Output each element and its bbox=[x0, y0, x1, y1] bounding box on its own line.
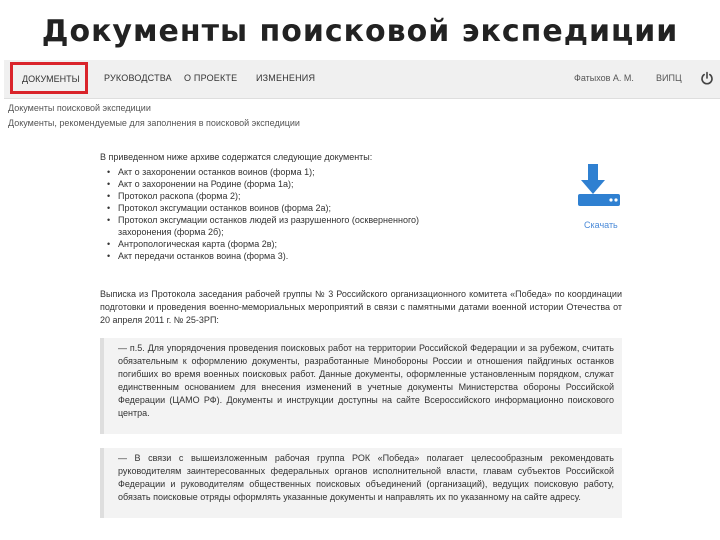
nav-item-documents-label: ДОКУМЕНТЫ bbox=[22, 74, 80, 84]
breadcrumb-current[interactable]: Документы, рекомендуемые для заполнения в поисковой экспедиции bbox=[8, 118, 300, 128]
slide-title: Документы поисковой экспедиции bbox=[41, 14, 679, 49]
list-item: • Акт о захоронении останков воинов (форма 1); bbox=[100, 166, 420, 178]
browser-screenshot bbox=[4, 60, 720, 524]
quote-block-1 bbox=[100, 338, 622, 434]
list-item: • Акт о захоронении на Родине (форма 1а); bbox=[100, 178, 420, 190]
breadcrumb-root[interactable]: Документы поисковой экспедиции bbox=[8, 103, 151, 113]
quote-block-2 bbox=[100, 448, 622, 518]
list-item: • Акт передачи останков воина (форма 3). bbox=[100, 250, 420, 262]
list-item: • Протокол раскопа (форма 2); bbox=[100, 190, 420, 202]
power-icon[interactable] bbox=[700, 71, 714, 85]
nav-item-guides[interactable]: РУКОВОДСТВА bbox=[104, 73, 172, 83]
nav-item-changes[interactable]: ИЗМЕНЕНИЯ bbox=[256, 73, 316, 83]
intro-text: В приведенном ниже архиве содержатся следующие документы: bbox=[100, 152, 373, 162]
nav-item-documents[interactable] bbox=[10, 62, 88, 94]
download-label[interactable]: Скачать bbox=[584, 220, 618, 230]
org-name[interactable]: ВИПЦ bbox=[656, 73, 682, 83]
user-name[interactable]: Фатыхов А. М. bbox=[574, 73, 634, 83]
quote-text-1: — п.5. Для упорядочения проведения поисковых работ на территории Российской Федерации и за рубежом, считать обязательным к оформлению документы, разработанные Минобороны России и отношения пайдгиных останков погибших во время военных поисковых работ. Данные документы, оформленные установленным порядком, служат единственным основанием для внесения изменений в учетные документы Министерства обороны Российской Федерации (ЦАМО РФ). Документы и инструкции доступны на сайте Всероссийского информационно поискового центра. bbox=[118, 343, 614, 418]
breadcrumbs bbox=[8, 101, 300, 131]
download-icon bbox=[578, 164, 628, 214]
document-list bbox=[100, 166, 420, 262]
download-button[interactable] bbox=[578, 164, 628, 230]
list-item: • Протокол эксгумации останков людей из разрушенного (оскверненного) захоронения (форма 2б); bbox=[100, 214, 420, 238]
top-navbar bbox=[4, 60, 720, 99]
nav-item-about[interactable]: О ПРОЕКТЕ bbox=[184, 73, 238, 83]
list-item: • Протокол эксгумации останков воинов (форма 2а); bbox=[100, 202, 420, 214]
quote-text-2: — В связи с вышеизложенным рабочая группа РОК «Победа» полагает целесообразным рекомендовать руководителям заинтересованных федеральных органов исполнительной власти, главам субъектов Российской Федерации и руководителям общественных поисковых объединений (организаций), ведущих поисковую работу, обязать поисковые отряды оформлять указанные документы и направлять их по указанному на сайте адресу. bbox=[118, 453, 614, 502]
list-item: • Антропологическая карта (форма 2в); bbox=[100, 238, 420, 250]
protocol-extract: Выписка из Протокола заседания рабочей группы № 3 Российского организационного комитета «Победа» по координации подготовки и проведения военно-мемориальных мероприятий в связи с памятными датами военной истории Отечества от 20 апреля 2011 г. № 25-3РП: bbox=[100, 289, 622, 325]
